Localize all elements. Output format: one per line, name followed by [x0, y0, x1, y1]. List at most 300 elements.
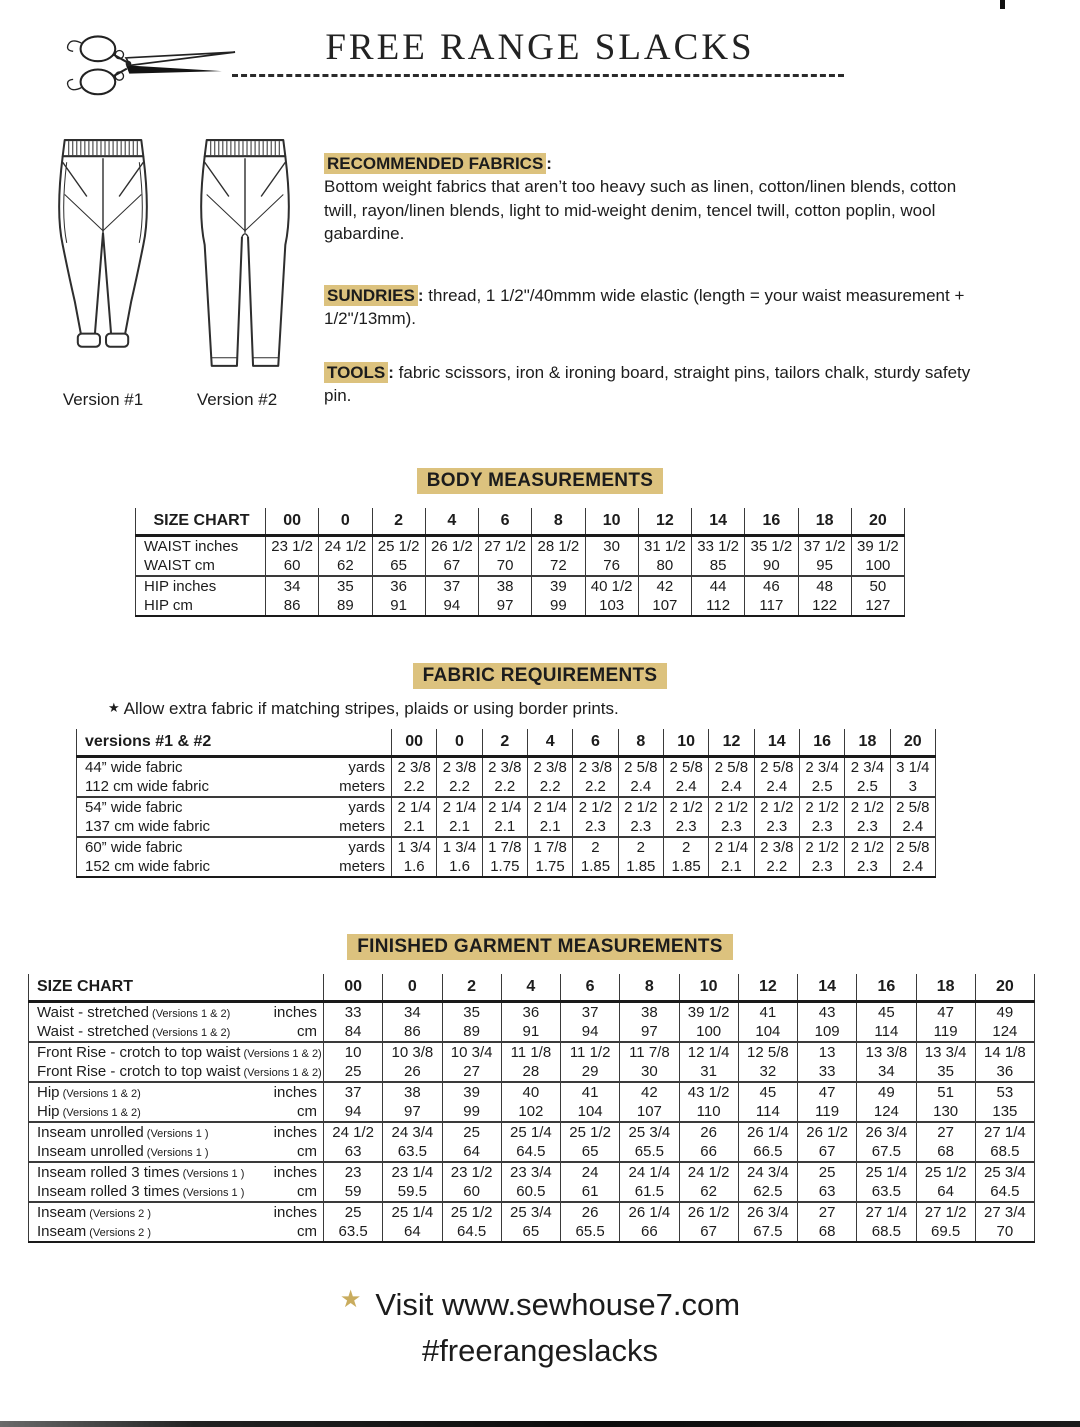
value-cell: 99: [442, 1102, 501, 1122]
value-cell: 68.5: [857, 1222, 916, 1242]
row-versions-note: (Versions 1 ): [143, 1127, 209, 1140]
scissors-icon: [50, 26, 240, 108]
row-versions-note: (Versions 1 & 2): [59, 1106, 141, 1119]
value-cell: 34: [857, 1062, 916, 1082]
value-cell: 2 1/4: [437, 797, 482, 817]
table-row: [77, 837, 936, 857]
recommended-fabrics-text: Bottom weight fabrics that aren’t too heavy such as linen, cotton/linen blends, cotton twill, rayon/linen blends, light to mid-weight denim, tencel twill, cotton poplin, wool gabardine.: [324, 177, 957, 244]
row-label-cell: [29, 1001, 324, 1022]
size-column-header: 16: [857, 974, 916, 1002]
value-cell: 23: [324, 1162, 383, 1182]
value-cell: 94: [561, 1022, 620, 1042]
row-label: Inseam (Versions 2 ): [37, 1222, 152, 1240]
size-column-header: 2: [482, 729, 527, 757]
value-cell: 62: [679, 1182, 738, 1202]
value-cell: 25 1/4: [857, 1162, 916, 1182]
row-label: WAIST cm: [144, 556, 215, 574]
table-row: [77, 857, 936, 877]
value-cell: 26: [679, 1122, 738, 1142]
value-cell: 41: [738, 1001, 797, 1022]
value-cell: 130: [916, 1102, 975, 1122]
value-cell: 2 3/4: [845, 756, 890, 777]
value-cell: 26 1/2: [425, 535, 478, 556]
size-column-header: 14: [692, 508, 745, 536]
value-cell: 124: [975, 1022, 1034, 1042]
value-cell: 2 1/2: [799, 837, 844, 857]
pants-version-2-illustration: [178, 132, 312, 384]
row-unit: inches: [273, 1163, 317, 1181]
value-cell: 23 1/2: [266, 535, 319, 556]
value-cell: 64.5: [975, 1182, 1034, 1202]
value-cell: 34: [383, 1001, 442, 1022]
size-column-header: 0: [437, 729, 482, 757]
value-cell: 47: [916, 1001, 975, 1022]
value-cell: 24 1/4: [620, 1162, 679, 1182]
value-cell: 24 3/4: [738, 1162, 797, 1182]
value-cell: 66: [679, 1142, 738, 1162]
value-cell: 39: [532, 576, 585, 596]
size-column-header: 8: [618, 729, 663, 757]
value-cell: 62.5: [738, 1182, 797, 1202]
value-cell: 41: [561, 1082, 620, 1102]
value-cell: 109: [798, 1022, 857, 1042]
table-row: [77, 817, 936, 837]
value-cell: 64: [383, 1222, 442, 1242]
table-row: [29, 1062, 1035, 1082]
value-cell: 1.85: [663, 857, 708, 877]
table-row: [29, 1042, 1035, 1062]
page-title: FREE RANGE SLACKS: [325, 27, 755, 68]
row-label-cell: [29, 1022, 324, 1042]
value-cell: 1 7/8: [527, 837, 572, 857]
value-cell: 42: [620, 1082, 679, 1102]
row-versions-note: (Versions 1 & 2): [240, 1066, 322, 1079]
table-row: [29, 1202, 1035, 1222]
row-versions-note: (Versions 2 ): [86, 1226, 152, 1239]
value-cell: 14 1/8: [975, 1042, 1034, 1062]
value-cell: 11 7/8: [620, 1042, 679, 1062]
value-cell: 2.4: [890, 817, 935, 837]
value-cell: 23 1/4: [383, 1162, 442, 1182]
value-cell: 2.4: [709, 777, 754, 797]
row-unit: cm: [297, 1222, 317, 1240]
value-cell: 62: [319, 556, 372, 576]
value-cell: 2.3: [573, 817, 618, 837]
scan-artifact: [1000, 0, 1005, 9]
row-label-cell: [29, 1142, 324, 1162]
dashed-divider: [232, 74, 844, 77]
value-cell: 29: [561, 1062, 620, 1082]
value-cell: 2 5/8: [890, 837, 935, 857]
value-cell: 28 1/2: [532, 535, 585, 556]
value-cell: 66: [620, 1222, 679, 1242]
value-cell: 95: [798, 556, 851, 576]
row-versions-note: (Versions 2 ): [86, 1207, 152, 1220]
fabric-requirements-title: FABRIC REQUIREMENTS: [413, 663, 668, 689]
value-cell: 65: [372, 556, 425, 576]
value-cell: 2 1/2: [709, 797, 754, 817]
value-cell: 86: [383, 1022, 442, 1042]
value-cell: 2: [573, 837, 618, 857]
value-cell: 10 3/4: [442, 1042, 501, 1062]
row-label: 60” wide fabric: [85, 838, 183, 856]
value-cell: 24: [561, 1162, 620, 1182]
value-cell: 26: [383, 1062, 442, 1082]
row-unit: yards: [348, 758, 385, 776]
value-cell: 2.3: [663, 817, 708, 837]
value-cell: 39 1/2: [851, 535, 904, 556]
value-cell: 107: [620, 1102, 679, 1122]
row-unit: yards: [348, 798, 385, 816]
value-cell: 47: [798, 1082, 857, 1102]
value-cell: 33: [324, 1001, 383, 1022]
value-cell: 2: [618, 837, 663, 857]
value-cell: 45: [857, 1001, 916, 1022]
row-label-cell: [29, 1162, 324, 1182]
value-cell: 119: [916, 1022, 975, 1042]
value-cell: 43 1/2: [679, 1082, 738, 1102]
value-cell: 2.5: [799, 777, 844, 797]
value-cell: 26 3/4: [857, 1122, 916, 1142]
row-label: 137 cm wide fabric: [85, 817, 211, 835]
pants-version-1-illustration: [36, 132, 170, 384]
value-cell: 27: [798, 1202, 857, 1222]
value-cell: 26 1/4: [738, 1122, 797, 1142]
row-unit: cm: [297, 1142, 317, 1160]
size-column-header: 8: [532, 508, 585, 536]
value-cell: 37: [561, 1001, 620, 1022]
value-cell: 51: [916, 1082, 975, 1102]
value-cell: 2.5: [845, 777, 890, 797]
value-cell: 25 1/2: [372, 535, 425, 556]
size-column-header: 10: [663, 729, 708, 757]
value-cell: 94: [425, 596, 478, 616]
row-unit: inches: [273, 1083, 317, 1101]
value-cell: 2.2: [754, 857, 799, 877]
value-cell: 27 1/4: [975, 1122, 1034, 1142]
value-cell: 68: [916, 1142, 975, 1162]
size-column-header: 6: [573, 729, 618, 757]
row-label: 54” wide fabric: [85, 798, 183, 816]
value-cell: 63.5: [383, 1142, 442, 1162]
value-cell: 26 1/2: [798, 1122, 857, 1142]
value-cell: 35: [442, 1001, 501, 1022]
value-cell: 119: [798, 1102, 857, 1122]
size-column-header: 00: [266, 508, 319, 536]
value-cell: 2.3: [709, 817, 754, 837]
value-cell: 2 1/4: [527, 797, 572, 817]
gold-star-icon: ★: [339, 1285, 362, 1313]
value-cell: 25: [798, 1162, 857, 1182]
value-cell: 30: [585, 535, 638, 556]
value-cell: 31 1/2: [638, 535, 691, 556]
value-cell: 1.6: [437, 857, 482, 877]
value-cell: 2.4: [890, 857, 935, 877]
value-cell: 2 1/2: [573, 797, 618, 817]
value-cell: 25 1/2: [442, 1202, 501, 1222]
value-cell: 2 3/8: [437, 756, 482, 777]
value-cell: 60: [442, 1182, 501, 1202]
table-row: [136, 535, 905, 556]
value-cell: 25: [324, 1062, 383, 1082]
value-cell: 30: [620, 1062, 679, 1082]
value-cell: 11 1/2: [561, 1042, 620, 1062]
value-cell: 25 1/2: [916, 1162, 975, 1182]
value-cell: 65.5: [620, 1142, 679, 1162]
row-label-cell: [77, 756, 392, 777]
table-row: [29, 1162, 1035, 1182]
value-cell: 86: [266, 596, 319, 616]
value-cell: 67: [679, 1222, 738, 1242]
finished-garment-table: [28, 974, 1035, 1243]
row-unit: cm: [297, 1022, 317, 1040]
row-label: 152 cm wide fabric: [85, 857, 211, 875]
table-row: [29, 1182, 1035, 1202]
sundries-label: SUNDRIES: [324, 285, 418, 306]
fabric-requirements-table: [76, 729, 936, 878]
size-column-header: 16: [745, 508, 798, 536]
sundries-text: thread, 1 1/2"/40mmm wide elastic (length = your waist measurement + 1/2"/13mm).: [324, 285, 965, 329]
visit-line: [340, 1287, 740, 1323]
value-cell: 61.5: [620, 1182, 679, 1202]
size-column-header: 18: [916, 974, 975, 1002]
value-cell: 27 1/4: [857, 1202, 916, 1222]
size-column-header: 10: [679, 974, 738, 1002]
row-unit: meters: [339, 817, 385, 835]
value-cell: 114: [857, 1022, 916, 1042]
row-label: WAIST inches: [144, 537, 239, 555]
value-cell: 102: [501, 1102, 560, 1122]
value-cell: 27 1/2: [479, 535, 532, 556]
row-label: Inseam rolled 3 times (Versions 1 ): [37, 1163, 245, 1181]
value-cell: 68: [798, 1222, 857, 1242]
header-row: [29, 974, 1035, 1002]
value-cell: 40: [501, 1082, 560, 1102]
value-cell: 28: [501, 1062, 560, 1082]
pants-illustrations: [36, 132, 312, 434]
recommended-fabrics-block: RECOMMENDED FABRICS : Bottom weight fabrics that aren’t too heavy such as linen, cotton/linen blends, cotton twill, rayon/linen blends, light to mid-weight denim, tencel twill, cotton poplin, wool gabardine.: [324, 154, 957, 244]
table-row: [136, 556, 905, 576]
value-cell: 26 1/4: [620, 1202, 679, 1222]
finished-garment-title: FINISHED GARMENT MEASUREMENTS: [347, 934, 733, 960]
size-column-header: 18: [845, 729, 890, 757]
value-cell: 2.3: [799, 857, 844, 877]
size-column-header: 00: [324, 974, 383, 1002]
value-cell: 76: [585, 556, 638, 576]
size-column-header: 2: [372, 508, 425, 536]
table-row: [29, 1022, 1035, 1042]
value-cell: 70: [975, 1222, 1034, 1242]
value-cell: 100: [679, 1022, 738, 1042]
value-cell: 66.5: [738, 1142, 797, 1162]
value-cell: 63.5: [857, 1182, 916, 1202]
value-cell: 24 1/2: [324, 1122, 383, 1142]
value-cell: 1.6: [392, 857, 437, 877]
value-cell: 97: [620, 1022, 679, 1042]
value-cell: 35: [916, 1062, 975, 1082]
value-cell: 25 1/4: [501, 1122, 560, 1142]
value-cell: 70: [479, 556, 532, 576]
row-label: Waist - stretched (Versions 1 & 2): [37, 1022, 231, 1040]
row-label-cell: [77, 777, 392, 797]
value-cell: 2 1/2: [618, 797, 663, 817]
body-measurements-section: [0, 468, 1080, 617]
value-cell: 69.5: [916, 1222, 975, 1242]
value-cell: 135: [975, 1102, 1034, 1122]
table-corner-label: SIZE CHART: [136, 508, 266, 536]
value-cell: 67.5: [738, 1222, 797, 1242]
size-column-header: 4: [527, 729, 572, 757]
table-row: [29, 1122, 1035, 1142]
size-column-header: 14: [798, 974, 857, 1002]
value-cell: 124: [857, 1102, 916, 1122]
row-label-cell: [29, 1082, 324, 1102]
header-row: [136, 508, 905, 536]
value-cell: 46: [745, 576, 798, 596]
size-column-header: 12: [738, 974, 797, 1002]
row-unit: inches: [273, 1203, 317, 1221]
value-cell: 1 3/4: [392, 837, 437, 857]
value-cell: 65: [561, 1142, 620, 1162]
value-cell: 25 3/4: [620, 1122, 679, 1142]
value-cell: 25 3/4: [975, 1162, 1034, 1182]
row-label: Front Rise - crotch to top waist (Versions 1 & 2): [37, 1043, 322, 1061]
value-cell: 24 3/4: [383, 1122, 442, 1142]
value-cell: 63.5: [324, 1222, 383, 1242]
value-cell: 67: [798, 1142, 857, 1162]
size-column-header: 8: [620, 974, 679, 1002]
value-cell: 100: [851, 556, 904, 576]
value-cell: 12 1/4: [679, 1042, 738, 1062]
value-cell: 25 1/2: [561, 1122, 620, 1142]
value-cell: 34: [266, 576, 319, 596]
row-label: Inseam (Versions 2 ): [37, 1203, 152, 1221]
value-cell: 2.1: [709, 857, 754, 877]
value-cell: 91: [372, 596, 425, 616]
value-cell: 43: [798, 1001, 857, 1022]
size-column-header: 0: [319, 508, 372, 536]
scissors-illustration: [50, 26, 240, 108]
value-cell: 64: [442, 1142, 501, 1162]
row-label-cell: [77, 837, 392, 857]
row-label-cell: [136, 596, 266, 616]
value-cell: 2.2: [573, 777, 618, 797]
row-label: Inseam rolled 3 times (Versions 1 ): [37, 1182, 245, 1200]
size-column-header: 20: [890, 729, 935, 757]
value-cell: 65: [501, 1222, 560, 1242]
value-cell: 38: [620, 1001, 679, 1022]
value-cell: 1 3/4: [437, 837, 482, 857]
size-column-header: 16: [799, 729, 844, 757]
value-cell: 67.5: [857, 1142, 916, 1162]
row-label-cell: [136, 535, 266, 556]
value-cell: 67: [425, 556, 478, 576]
value-cell: 104: [561, 1102, 620, 1122]
row-unit: cm: [297, 1102, 317, 1120]
row-versions-note: (Versions 1 ): [179, 1186, 245, 1199]
value-cell: 38: [479, 576, 532, 596]
row-label: Waist - stretched (Versions 1 & 2): [37, 1003, 231, 1021]
value-cell: 39: [442, 1082, 501, 1102]
fabric-note-text: Allow extra fabric if matching stripes, plaids or using border prints.: [123, 698, 619, 718]
row-label: 44” wide fabric: [85, 758, 183, 776]
value-cell: 1.85: [573, 857, 618, 877]
table-row: [29, 1082, 1035, 1102]
value-cell: 23 1/2: [442, 1162, 501, 1182]
value-cell: 2.2: [527, 777, 572, 797]
fabric-requirements-section: [0, 663, 1080, 878]
value-cell: 64: [916, 1182, 975, 1202]
value-cell: 50: [851, 576, 904, 596]
value-cell: 25: [324, 1202, 383, 1222]
value-cell: 60.5: [501, 1182, 560, 1202]
value-cell: 2.4: [663, 777, 708, 797]
row-unit: inches: [273, 1123, 317, 1141]
table-corner-label: SIZE CHART: [29, 974, 324, 1002]
value-cell: 36: [372, 576, 425, 596]
value-cell: 42: [638, 576, 691, 596]
size-column-header: 20: [851, 508, 904, 536]
value-cell: 39 1/2: [679, 1001, 738, 1022]
value-cell: 60: [266, 556, 319, 576]
tools-label: TOOLS: [324, 362, 388, 383]
value-cell: 33: [798, 1062, 857, 1082]
tools-block: TOOLS : fabric scissors, iron & ironing board, straight pins, tailors chalk, sturdy safety pin.: [324, 362, 971, 406]
row-unit: yards: [348, 838, 385, 856]
row-versions-note: (Versions 1 & 2): [59, 1087, 141, 1100]
size-column-header: 20: [975, 974, 1034, 1002]
value-cell: 25: [442, 1122, 501, 1142]
value-cell: 13: [798, 1042, 857, 1062]
row-label: HIP cm: [144, 596, 193, 614]
value-cell: 64.5: [501, 1142, 560, 1162]
row-versions-note: (Versions 1 & 2): [240, 1047, 322, 1060]
row-label-cell: [136, 576, 266, 596]
size-column-header: 12: [638, 508, 691, 536]
value-cell: 114: [738, 1102, 797, 1122]
row-unit: cm: [297, 1182, 317, 1200]
value-cell: 2 1/2: [663, 797, 708, 817]
row-label-cell: [77, 817, 392, 837]
value-cell: 2 5/8: [890, 797, 935, 817]
table-row: [29, 1001, 1035, 1022]
intro-section: [36, 132, 1080, 434]
value-cell: 2.1: [437, 817, 482, 837]
value-cell: 2 3/8: [754, 837, 799, 857]
value-cell: 112: [692, 596, 745, 616]
value-cell: 72: [532, 556, 585, 576]
value-cell: 44: [692, 576, 745, 596]
value-cell: 35 1/2: [745, 535, 798, 556]
value-cell: 26 1/2: [679, 1202, 738, 1222]
row-label: Front Rise - crotch to top waist (Versions 1 & 2): [37, 1062, 322, 1080]
row-label-cell: [29, 1182, 324, 1202]
table-row: [77, 777, 936, 797]
value-cell: 26: [561, 1202, 620, 1222]
value-cell: 2 3/8: [392, 756, 437, 777]
value-cell: 59: [324, 1182, 383, 1202]
table-corner-label: versions #1 & #2: [77, 729, 392, 757]
value-cell: 31: [679, 1062, 738, 1082]
size-column-header: 14: [754, 729, 799, 757]
hashtag-text: #freerangeslacks: [421, 1332, 659, 1368]
value-cell: 27: [442, 1062, 501, 1082]
value-cell: 2 1/2: [845, 797, 890, 817]
value-cell: 122: [798, 596, 851, 616]
row-unit: meters: [339, 777, 385, 795]
value-cell: 1.75: [527, 857, 572, 877]
row-unit: meters: [339, 857, 385, 875]
